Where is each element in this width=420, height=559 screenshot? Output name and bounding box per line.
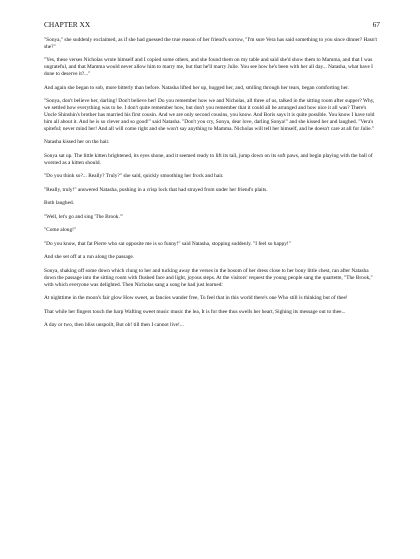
- book-page: [44, 20, 380, 336]
- poem-stanza: That while her fingers touch the harp Wafting sweet music music the lea, It is for thee thus swells her heart, Sighing its message out to thee...: [44, 308, 346, 315]
- paragraph: "Come along!": [44, 227, 77, 234]
- poem-stanza: A day or two, then bliss unspoilt, But oh! till then I cannot live!...: [44, 322, 184, 329]
- paragraph: "Really, truly!" answered Natasha, pushing in a crisp lock that had strayed from under her friend's plaits.: [44, 186, 268, 193]
- paragraph: Natasha kissed her on the hair.: [44, 139, 110, 146]
- paragraph: "Sonya," she suddenly exclaimed, as if she had guessed the true reason of her friend's sorrow, "I'm sure Vera has said something to you since dinner? Hasn't she?": [44, 37, 377, 50]
- page-number: 67: [372, 20, 380, 29]
- chapter-title: CHAPTER XX: [44, 20, 91, 29]
- paragraph: "Do you think so?... Really? Truly?" she said, quickly smoothing her frock and hair.: [44, 173, 224, 180]
- poem-stanza: At nighttime in the moon's fair glow How sweet, as fancies wander free, To feel that in this world there's one Who still is thinking but of thee!: [44, 295, 348, 302]
- page-body: [44, 37, 380, 329]
- paragraph: Sonya sat up. The little kitten brightened, its eyes shone, and it seemed ready to lift its tail, jump down on its soft paws, and begin playing with the ball of worsted as a kitten should.: [44, 152, 373, 166]
- paragraph: "Sonya, don't believe her, darling! Don't believe her! Do you remember how we and Nicholas, all three of us, talked in the sitting room after supper? Why, we settled how everything was to be. I don't quite remember how, but don't you remember that it could all be arranged and how nice it all was? There's Uncle Shinshin's brother has married his first cousin. And we are only second cousins, you know. And Boris says it is quite possible. You know I have told him all about it. And he is so clever and so good!" said Natasha. "Don't you cry, Sonya, dear love, darling Sonya!" and she kissed her and laughed. "Vera's spiteful; never mind her! And all will come right and she won't say anything to Mamma. Nicholas will tell her himself, and he doesn't care at all for Julie.": [44, 98, 375, 132]
- paragraph: "Do you know, that fat Pierre who sat opposite me is so funny!" said Natasha, stopping suddenly. "I feel so happy!": [44, 240, 291, 247]
- page-header: [44, 20, 380, 29]
- paragraph: And she set off at a run along the passage.: [44, 254, 135, 261]
- paragraph: "Yes, these verses Nicholas wrote himself and I copied some others, and she found them on my table and said she'd show them to Mamma, and that I was ungrateful, and that Mamma would never allow him to marry me, but that he'll marry Julie. You see how he's been with her all day... Natasha, what have I done to deserve it?...": [44, 57, 373, 78]
- paragraph: And again she began to sob, more bitterly than before. Natasha lifted her up, hugged her, and, smiling through her tears, began comforting her.: [44, 84, 349, 91]
- paragraph: Sonya, shaking off some down which clung to her and tucking away the verses in the bosom of her dress close to her bony little chest, ran after Natasha down the passage into the sitting room with flushed face and light, joyous steps. At the visitors' request the young people sang the quartette, "The Brook," with which everyone was delighted. Then Nicholas sang a song he had just learned:: [44, 267, 373, 288]
- paragraph: Both laughed.: [44, 200, 74, 207]
- paragraph: "Well, let's go and sing 'The Brook.'": [44, 213, 123, 220]
